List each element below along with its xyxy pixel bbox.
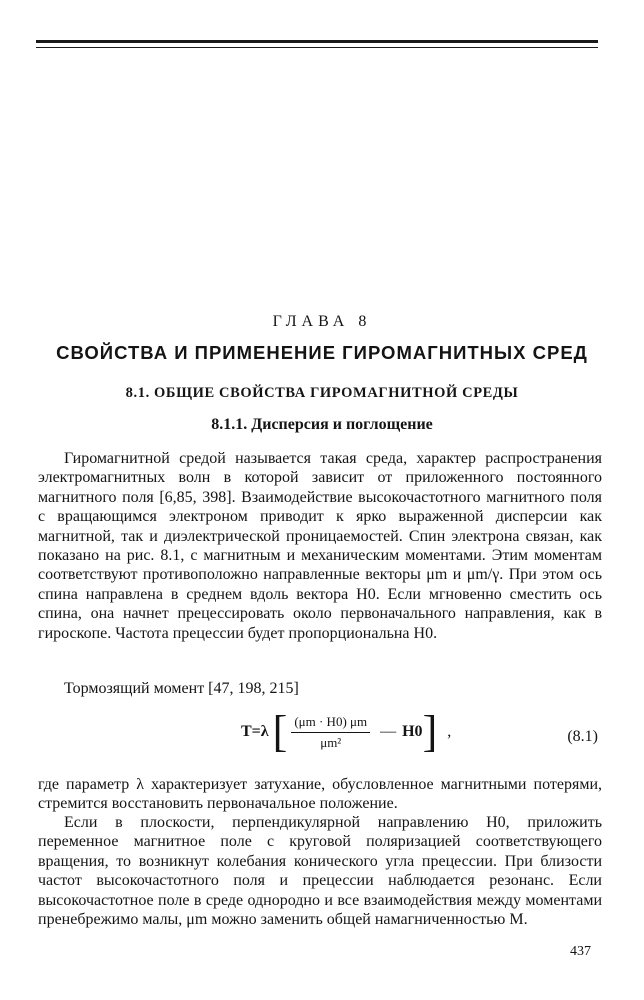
paragraph-intro-text: Гиромагнитной средой называется такая среда, характер распространения электромагнитных волн в которой зависит от приложенного постоянного магнитного поля [6,85, 398]. Взаимодействие высокочастотного магнитного поля с вращающимся электроном приводит к ярко выраженной дисперсии как магнитной, так и диэлектрической проницаемостей. Спин электрона связан, как показано на рис. 8.1, с магнитным и механическим моментами. Этим моментам соответствуют противоположно направленные векторы μm и μm/γ. При этом ось спина направлена в среднем вдоль вектора H0. Если мгновенно сместить ось спина, она начнет прецессировать около первоначального направления, как в гироскопе. Частота прецессии будет пропорциональна H0. — [38, 450, 602, 642]
equation-left-bracket: [ — [272, 707, 288, 756]
equation-lhs: T=λ — [241, 723, 269, 740]
paragraph-damping — [38, 775, 602, 814]
paragraph-damping-text: где параметр λ характеризует затухание, обусловленное магнитными потерями, стремится восстановить первоначальное положение. — [38, 776, 602, 813]
chapter-title: СВОЙСТВА И ПРИМЕНЕНИЕ ГИРОМАГНИТНЫХ СРЕД — [56, 342, 588, 363]
page-number: 437 — [570, 944, 591, 959]
section-title: 8.1. ОБЩИЕ СВОЙСТВА ГИРОМАГНИТНОЙ СРЕДЫ — [125, 385, 519, 401]
paragraph-torque-text: Тормозящий момент [47, 198, 215] — [64, 680, 299, 697]
equation-denominator: μm² — [320, 734, 342, 750]
paragraph-torque — [38, 679, 602, 698]
equation-fraction — [291, 714, 370, 751]
equation-8-1 — [38, 708, 602, 766]
equation-right-bracket: ] — [422, 707, 438, 756]
equation-minus: — — [380, 723, 397, 740]
subsection-title: 8.1.1. Дисперсия и поглощение — [211, 416, 433, 433]
equation-h0-term: H0 — [402, 723, 423, 740]
header-rule-thin — [36, 47, 598, 48]
paragraph-intro — [38, 449, 602, 643]
paragraph-resonance — [38, 813, 602, 929]
header-rule-thick — [36, 40, 598, 43]
chapter-label: ГЛАВА 8 — [272, 313, 372, 330]
equation-body — [241, 707, 452, 756]
equation-numerator: (μm · H0) μm — [291, 714, 370, 733]
equation-number: (8.1) — [567, 728, 598, 745]
equation-comma: , — [447, 723, 452, 740]
paragraph-resonance-text: Если в плоскости, перпендикулярной направлению H0, приложить переменное магнитное поле с круговой поляризацией соответствующего вращения, то возникнут колебания конического угла прецессии. При близости частот высокочастотного поля и прецессии наблюдается резонанс. Если высокочастотное поле в среде однородно и все взаимодействия между моментами пренебрежимо малы, μm можно заменить общей намагниченностью M. — [38, 814, 602, 929]
